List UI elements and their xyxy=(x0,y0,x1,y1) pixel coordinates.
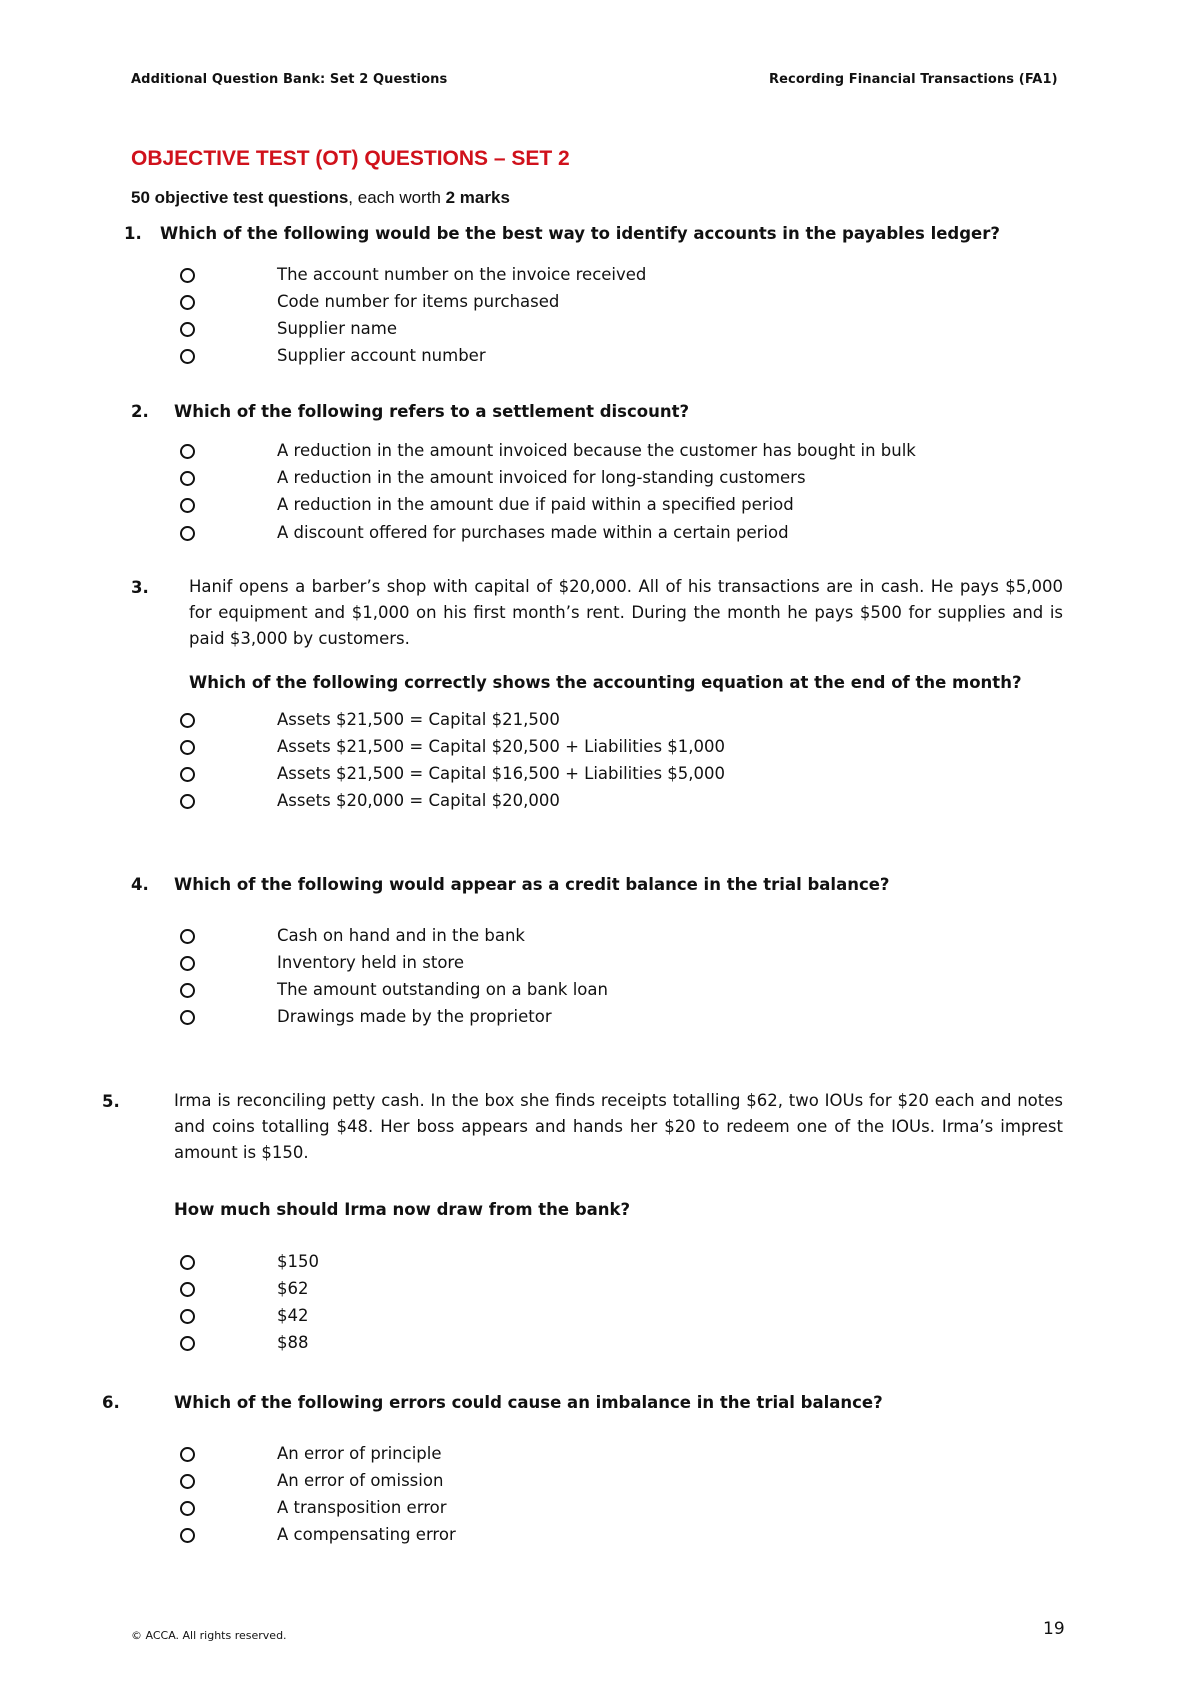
header-right: Recording Financial Transactions (FA1) xyxy=(769,72,1058,87)
option-label: Assets $21,500 = Capital $20,500 + Liabilities $1,000 xyxy=(277,737,726,756)
question-text: Which of the following correctly shows the accounting equation at the end of the month? xyxy=(189,673,1022,692)
option-label: An error of principle xyxy=(277,1444,442,1463)
radio-option[interactable] xyxy=(180,1010,195,1025)
option-label: A discount offered for purchases made within a certain period xyxy=(277,523,789,542)
intro-marks: 2 marks xyxy=(445,188,510,207)
option-label: Code number for items purchased xyxy=(277,292,560,311)
radio-option[interactable] xyxy=(180,740,195,755)
option-label: Inventory held in store xyxy=(277,953,464,972)
option-label: $150 xyxy=(277,1252,319,1271)
radio-option[interactable] xyxy=(180,1255,195,1270)
copyright: © ACCA. All rights reserved. xyxy=(131,1629,287,1642)
question-number: 6. xyxy=(102,1393,120,1412)
header-left: Additional Question Bank: Set 2 Questions xyxy=(131,72,448,87)
radio-option[interactable] xyxy=(180,1447,195,1462)
radio-option[interactable] xyxy=(180,471,195,486)
option-label: A transposition error xyxy=(277,1498,447,1517)
radio-option[interactable] xyxy=(180,268,195,283)
radio-option[interactable] xyxy=(180,1501,195,1516)
option-label: Assets $21,500 = Capital $16,500 + Liabilities $5,000 xyxy=(277,764,726,783)
option-label: A reduction in the amount invoiced for long-standing customers xyxy=(277,468,806,487)
question-number: 1. xyxy=(124,224,142,243)
question-number: 5. xyxy=(102,1092,120,1111)
question-number: 4. xyxy=(131,875,149,894)
radio-option[interactable] xyxy=(180,956,195,971)
question-text: Which of the following would be the best way to identify accounts in the payables ledger? xyxy=(160,224,1000,243)
option-label: An error of omission xyxy=(277,1471,444,1490)
intro-middle: , each worth xyxy=(348,188,446,207)
option-label: The account number on the invoice received xyxy=(277,265,647,284)
option-label: Assets $20,000 = Capital $20,000 xyxy=(277,791,560,810)
intro-count: 50 objective test questions xyxy=(131,188,349,207)
option-label: Drawings made by the proprietor xyxy=(277,1007,552,1026)
radio-option[interactable] xyxy=(180,794,195,809)
option-label: A reduction in the amount invoiced because the customer has bought in bulk xyxy=(277,441,916,460)
option-label: Assets $21,500 = Capital $21,500 xyxy=(277,710,560,729)
radio-option[interactable] xyxy=(180,983,195,998)
option-label: A reduction in the amount due if paid within a specified period xyxy=(277,495,794,514)
radio-option[interactable] xyxy=(180,1309,195,1324)
radio-option[interactable] xyxy=(180,498,195,513)
radio-option[interactable] xyxy=(180,767,195,782)
option-label: Cash on hand and in the bank xyxy=(277,926,525,945)
option-label: Supplier account number xyxy=(277,346,486,365)
option-label: $62 xyxy=(277,1279,309,1298)
question-text: Which of the following would appear as a credit balance in the trial balance? xyxy=(174,875,890,894)
radio-option[interactable] xyxy=(180,526,195,541)
question-text: Which of the following refers to a settlement discount? xyxy=(174,402,690,421)
option-label: The amount outstanding on a bank loan xyxy=(277,980,608,999)
radio-option[interactable] xyxy=(180,349,195,364)
question-text: How much should Irma now draw from the bank? xyxy=(174,1200,631,1219)
option-label: Supplier name xyxy=(277,319,398,338)
page-title: OBJECTIVE TEST (OT) QUESTIONS – SET 2 xyxy=(131,147,570,170)
question-text: Which of the following errors could cause an imbalance in the trial balance? xyxy=(174,1393,883,1412)
question-number: 3. xyxy=(131,578,149,597)
radio-option[interactable] xyxy=(180,1336,195,1351)
radio-option[interactable] xyxy=(180,1282,195,1297)
radio-option[interactable] xyxy=(180,322,195,337)
radio-option[interactable] xyxy=(180,929,195,944)
option-label: A compensating error xyxy=(277,1525,456,1544)
radio-option[interactable] xyxy=(180,1528,195,1543)
option-label: $42 xyxy=(277,1306,309,1325)
question-scenario: Hanif opens a barber’s shop with capital of $20,000. All of his transactions are in cash. He pays $5,000 for equipment and $1,000 on his first month’s rent. During the month he pays $500 for supplies and is paid $3,000 by customers. xyxy=(189,577,1063,648)
page-number: 19 xyxy=(1043,1619,1065,1639)
question-scenario: Irma is reconciling petty cash. In the box she finds receipts totalling $62, two IOUs for $20 each and notes and coins totalling $48. Her boss appears and hands her $20 to redeem one of the IOUs. Irma’s imprest amount is $150. xyxy=(174,1091,1063,1162)
radio-option[interactable] xyxy=(180,295,195,310)
option-label: $88 xyxy=(277,1333,309,1352)
radio-option[interactable] xyxy=(180,1474,195,1489)
intro-line xyxy=(131,188,510,208)
question-number: 2. xyxy=(131,402,149,421)
radio-option[interactable] xyxy=(180,713,195,728)
radio-option[interactable] xyxy=(180,444,195,459)
